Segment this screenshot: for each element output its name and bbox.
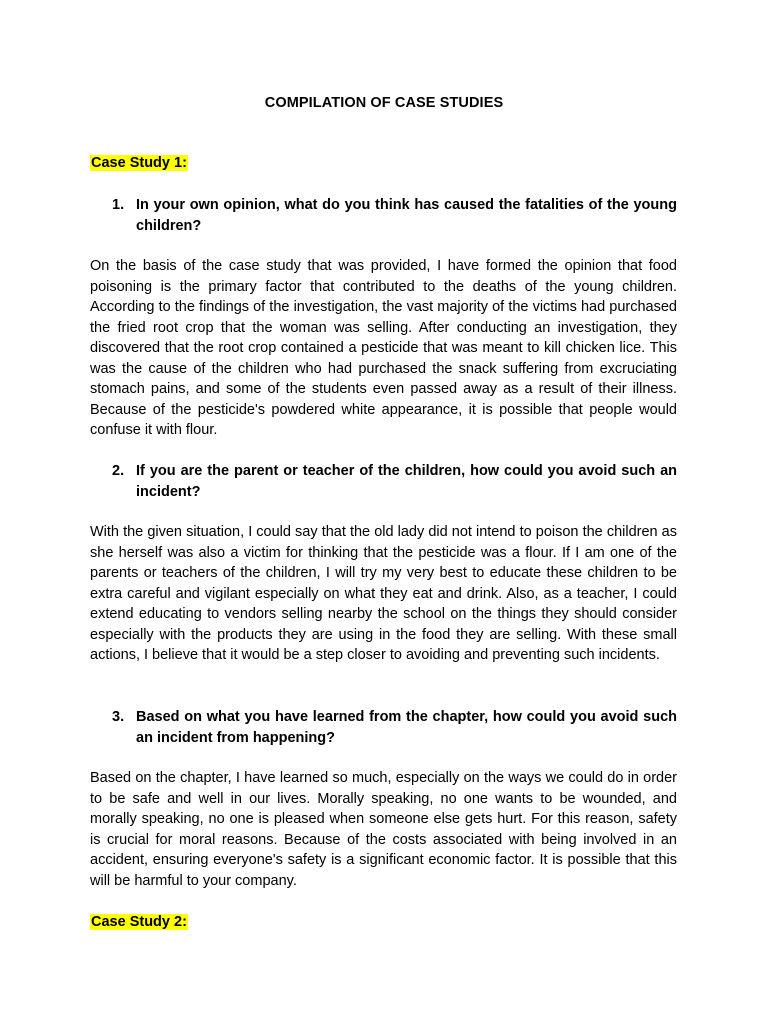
question-2-number: 2.	[112, 463, 125, 479]
answer-3: Based on the chapter, I have learned so much, especially on the ways we could do in order to be safe and well in our lives. Morally speaking, no one wants to be wounded, and morally speaking, no one is pleased when someone else gets hurt. For this reason, safety is crucial for moral reasons. Because of the costs associated with being involved in an accident, ensuring everyone's safety is a significant economic factor. It is possible that this will be harmful to your company.	[90, 770, 677, 889]
case-study-2-heading	[90, 912, 188, 932]
question-2-text: If you are the parent or teacher of the children, how could you avoid such an incident?	[136, 463, 677, 500]
document-title: COMPILATION OF CASE STUDIES	[264, 95, 504, 111]
case-study-1-heading	[90, 153, 188, 173]
question-2	[112, 461, 677, 502]
case-study-1-label: Case Study 1:	[91, 155, 187, 171]
question-3-number: 3.	[112, 709, 125, 725]
answer-2: With the given situation, I could say that the old lady did not intend to poison the children as she herself was also a victim for thinking that the pesticide was a flour. If I am one of the parents or teachers of the children, I will try my very best to educate these children to be extra careful and vigilant especially on what they eat and drink. Also, as a teacher, I could extend educating to vendors selling nearby the school on the things they should consider especially with the products they are using in the food they are selling. With these small actions, I believe that it would be a step closer to avoiding and preventing such incidents.	[90, 524, 677, 663]
question-3-text: Based on what you have learned from the chapter, how could you avoid such an incident from happening?	[136, 709, 677, 746]
question-1	[112, 195, 677, 236]
case-study-2-label: Case Study 2:	[91, 914, 187, 930]
question-1-text: In your own opinion, what do you think has caused the fatalities of the young children?	[136, 197, 677, 234]
question-1-number: 1.	[112, 197, 125, 213]
answer-1: On the basis of the case study that was provided, I have formed the opinion that food poisoning is the primary factor that contributed to the deaths of the young children. According to the findings of the investigation, the vast majority of the victims had purchased the fried root crop that the woman was selling. After conducting an investigation, they discovered that the root crop contained a pesticide that was meant to kill chicken lice. This was the cause of the children who had purchased the snack suffering from excruciating stomach pains, and some of the students even passed away as a result of their illness. Because of the pesticide's powdered white appearance, it is possible that people would confuse it with flour.	[90, 258, 677, 438]
question-3	[112, 707, 677, 748]
